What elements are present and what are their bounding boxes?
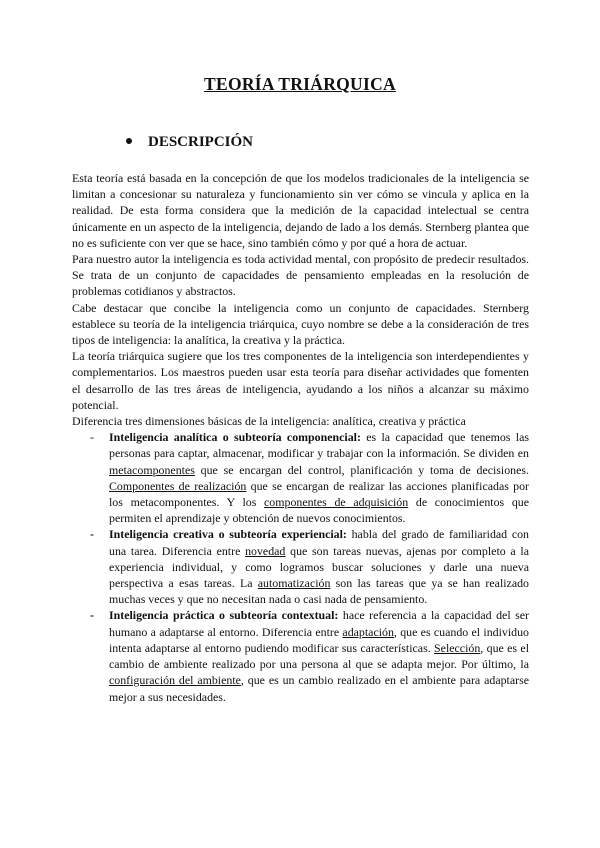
paragraph-2: Para nuestro autor la inteligencia es toda actividad mental, con propósito de predecir resultados. Se trata de un conjunto de capacidades de pensamiento empleadas en la resolución de problemas cotidianos y abstractos. bbox=[72, 252, 529, 299]
term-creativa: Inteligencia creativa o subteoría experiencial: bbox=[109, 527, 347, 542]
text-segment: habla del grado de familiaridad con una tarea. Diferencia entre bbox=[109, 527, 529, 558]
paragraph-1: Esta teoría está basada en la concepción de que los modelos tradicionales de la inteligencia se limitan a concesionar su naturaleza y funcionamiento sin ver cómo se vincula y aplica en la realidad. De esta forma considera que la medición de la capacidad intelectual se centra únicamente en un aspecto de la inteligencia, dejando de lado a los demás. Sternberg plantea que no es suficiente con ver que se hace, sino también cómo y por qué a hora de actuar. bbox=[72, 171, 529, 250]
section-heading-label: DESCRIPCIÓN bbox=[148, 134, 254, 150]
underlined-term: novedad bbox=[245, 543, 286, 558]
underlined-term: Selección bbox=[434, 640, 481, 655]
dash-marker: - bbox=[90, 608, 94, 623]
underlined-term: componentes de adquisición bbox=[264, 495, 409, 510]
dash-marker: - bbox=[90, 430, 94, 445]
underlined-term: metacomponentes bbox=[109, 462, 195, 477]
term-analitica: Inteligencia analítica o subteoría componencial: bbox=[109, 430, 361, 445]
text-segment: , que es cuando el individuo intenta adaptarse al entorno pudiendo modificar sus características. bbox=[109, 624, 529, 655]
text-segment: que se encargan de realizar las acciones planificadas por los metacomponentes. Y los bbox=[109, 478, 529, 510]
underlined-term: adaptación bbox=[342, 624, 394, 639]
page-title: TEORÍA TRIÁRQUICA bbox=[204, 74, 396, 94]
list-item-analitica bbox=[72, 429, 529, 526]
bullet-icon bbox=[126, 138, 132, 144]
paragraph-5: Diferencia tres dimensiones básicas de la inteligencia: analítica, creativa y práctica bbox=[72, 414, 466, 429]
section-heading bbox=[126, 134, 253, 151]
underlined-term: Componentes de realización bbox=[109, 478, 247, 493]
text-segment: de conocimientos que permiten el aprendizaje y obtención de nuevos conocimientos. bbox=[109, 495, 530, 526]
list-item-practica bbox=[72, 607, 529, 704]
dash-marker: - bbox=[90, 527, 94, 542]
text-segment: hace referencia a la capacidad del ser humano a adaptarse al entorno. Diferencia entre bbox=[109, 608, 530, 639]
text-segment: que son tareas nuevas, ajenas por completo a la experiencia individual, y como logramos buscar soluciones y darle una nueva perspectiva a esas tareas. La bbox=[109, 543, 530, 591]
dimensions-list bbox=[72, 429, 529, 704]
paragraph-3: Cabe destacar que concibe la inteligencia como un conjunto de capacidades. Sternberg establece su teoría de la inteligencia triárquica, cuyo nombre se debe a la consideración de tres tipos de inteligencia: la analítica, la creativa y la práctica. bbox=[72, 300, 529, 348]
paragraph-4: La teoría triárquica sugiere que los tres componentes de la inteligencia son interdependientes y complementarios. Los maestros pueden usar esta teoría para diseñar actividades que fomenten el desarrollo de las tres áreas de inteligencia, ayudando a los niños a alcanzar su máximo potencial. bbox=[72, 349, 529, 412]
body-text bbox=[72, 170, 529, 705]
text-segment: que se encargan del control, planificación y toma de decisiones. bbox=[194, 462, 529, 477]
text-segment: es la capacidad que tenemos las personas para captar, almacenar, modificar y trabajar con la información. Se dividen en bbox=[109, 430, 529, 461]
underlined-term: configuración del ambiente bbox=[109, 673, 241, 688]
underlined-term: automatización bbox=[257, 576, 331, 591]
list-item-creativa bbox=[72, 526, 529, 607]
term-practica: Inteligencia práctica o subteoría contextual: bbox=[109, 608, 339, 623]
text-segment: son las tareas que ya se han realizado muchas veces y que no necesitan nada o casi nada de pensamiento. bbox=[109, 576, 529, 607]
text-segment: , que es el cambio de ambiente realizado por una persona al que se adapta mejor. Por último, la bbox=[109, 640, 529, 672]
text-segment: , que es un cambio realizado en el ambiente para adaptarse mejor a sus necesidades. bbox=[109, 673, 529, 704]
